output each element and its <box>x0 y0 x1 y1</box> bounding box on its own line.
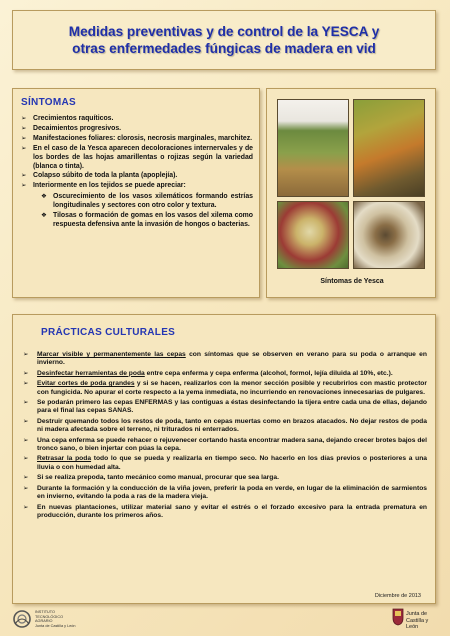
sintomas-panel <box>12 88 260 298</box>
list-item: ➢ Destruir quemando todos los restos de poda, tanto en cepas muertas como en brazos atacados. No dejar restos de poda ni madera afectada sobre el terreno, ni triturados ni enterrados. <box>23 417 427 434</box>
list-item: ➢ Durante la formación y la conducción de la viña joven, preferir la poda en verde, en lugar de la eliminación de sarmientos en invierno, evitando la poda a ras de la madera vieja. <box>23 484 427 501</box>
sintomas-heading: SÍNTOMAS <box>21 97 76 108</box>
jcyl-shield-icon <box>392 608 404 626</box>
bullet-icon: ➢ <box>23 503 29 511</box>
bullet-icon: ➢ <box>23 380 29 388</box>
jcyl-logo-block <box>392 604 438 634</box>
sintomas-sublist <box>33 193 253 230</box>
bullet-icon: ➢ <box>23 484 29 492</box>
itacyl-text: INSTITUTO TECNOLÓGICO AGRARIO Junta de Castilla y León <box>35 610 76 628</box>
date-label: Diciembre de 2013 <box>374 593 421 599</box>
practicas-heading: PRÁCTICAS CULTURALES <box>41 327 176 338</box>
list-item: ➢ Marcar visible y permanentemente las cepas con síntomas que se observen en verano para su poda o arranque en invierno. <box>23 351 427 367</box>
affected-vine-photo <box>353 99 425 197</box>
practicas-panel <box>12 314 436 604</box>
bullet-icon: ➢ <box>23 455 29 463</box>
itacyl-logo-block <box>12 609 76 629</box>
bullet-icon: ➢ <box>21 124 27 132</box>
sub-list-item: ❖ Oscurecimiento de los vasos xilemáticos formando estrías longitudinales y sectores con otro color y textura. <box>41 193 253 210</box>
list-item: ➢ Desinfectar herramientas de poda entre cepa enferma y cepa enferma (alcohol, formol, lejía diluida al 10%, etc.). <box>23 369 393 377</box>
bullet-icon: ➢ <box>21 182 27 190</box>
diamond-bullet-icon: ❖ <box>41 212 47 220</box>
title-line-1: Medidas preventivas y de control de la YESCA y <box>68 24 380 39</box>
bullet-icon: ➢ <box>21 115 27 122</box>
list-item: ➢ En nuevas plantaciones, utilizar material sano y evitar el estrés o el forzado excesivo para la entrada prematura en producción, durante los primeros años. <box>23 503 427 519</box>
bullet-icon: ➢ <box>23 436 29 444</box>
list-item: ➢ Manifestaciones foliares: clorosis, necrosis marginales, marchitez. <box>21 134 253 142</box>
list-item: ➢ Evitar cortes de poda grandes y si se hacen, realizarlos con la menor sección posible y recubrirlos con mastic protector con fungicida. No apurar el corte respecto a la yema inmediata, no incurriendo en renovaciones innecesarias de pulgares. <box>23 380 427 396</box>
title-line-2: otras enfermedades fúngicas de madera en vid <box>72 41 376 56</box>
list-item: ➢ Retrasar la poda todo lo que se pueda y realizarla en tiempo seco. No hacerlo en los días previos o posteriores a una lluvia o con humedad alta. <box>23 455 428 471</box>
sintomas-list <box>21 115 253 231</box>
bullet-icon: ➢ <box>21 134 27 142</box>
list-item: ➢ Decaimientos progresivos. <box>21 124 122 132</box>
list-item: ➢ En el caso de la Yesca aparecen decoloraciones internervales y de los bordes de las hojas amarillentas o rojizas según la variedad (blanca o tinta). <box>21 144 253 170</box>
bullet-icon: ➢ <box>21 172 27 180</box>
list-item: ➢ Si se realiza prepoda, tanto mecánico como manual, procurar que sea larga. <box>23 474 279 482</box>
list-item: ➢ Colapso súbito de toda la planta (apoplejía). <box>21 172 178 180</box>
list-item: ➢ Se podarán primero las cepas ENFERMAS y las contiguas a éstas desinfectando la tijera entre cada una de ellas, dejando para el final las cepas SANAS. <box>23 399 427 415</box>
title-banner <box>12 10 436 70</box>
list-item: ➢ Una cepa enferma se puede rehacer o rejuvenecer cortando hasta encontrar madera sana, dejando crecer brotes bajos del tronco sano, o bien injertar con púas la cepa. <box>23 436 427 453</box>
photos-panel <box>266 88 436 298</box>
practicas-list <box>23 351 427 522</box>
vineyard-photo <box>277 99 349 197</box>
itacyl-logo-icon <box>12 609 32 629</box>
diamond-bullet-icon: ❖ <box>41 193 47 201</box>
jcyl-text: Junta de Castilla y León <box>406 611 429 630</box>
bullet-icon: ➢ <box>23 369 29 377</box>
list-item: ➢ Crecimientos raquíticos. <box>21 115 114 122</box>
list-item: ➢ Interiormente en los tejidos se puede apreciar: ❖ Oscurecimiento de los vasos xilemáticos formando estrías longitudinales y sectores con otro color y textura. ❖ Tilosas o formación de gomas en los vasos del xilema como respuesta defensiva ante la invasión de hongos o bacterias. <box>21 182 253 228</box>
bullet-icon: ➢ <box>23 399 29 407</box>
trunk-section-photo <box>353 201 425 269</box>
leaf-symptom-photo <box>277 201 349 269</box>
bullet-icon: ➢ <box>23 417 29 425</box>
bullet-icon: ➢ <box>23 474 29 482</box>
sub-list-item: ❖ Tilosas o formación de gomas en los vasos del xilema como respuesta defensiva ante la invasión de hongos o bacterias. <box>41 212 253 228</box>
bullet-icon: ➢ <box>21 144 27 152</box>
bullet-icon: ➢ <box>23 351 29 358</box>
photos-caption: Síntomas de Yesca <box>320 278 384 285</box>
